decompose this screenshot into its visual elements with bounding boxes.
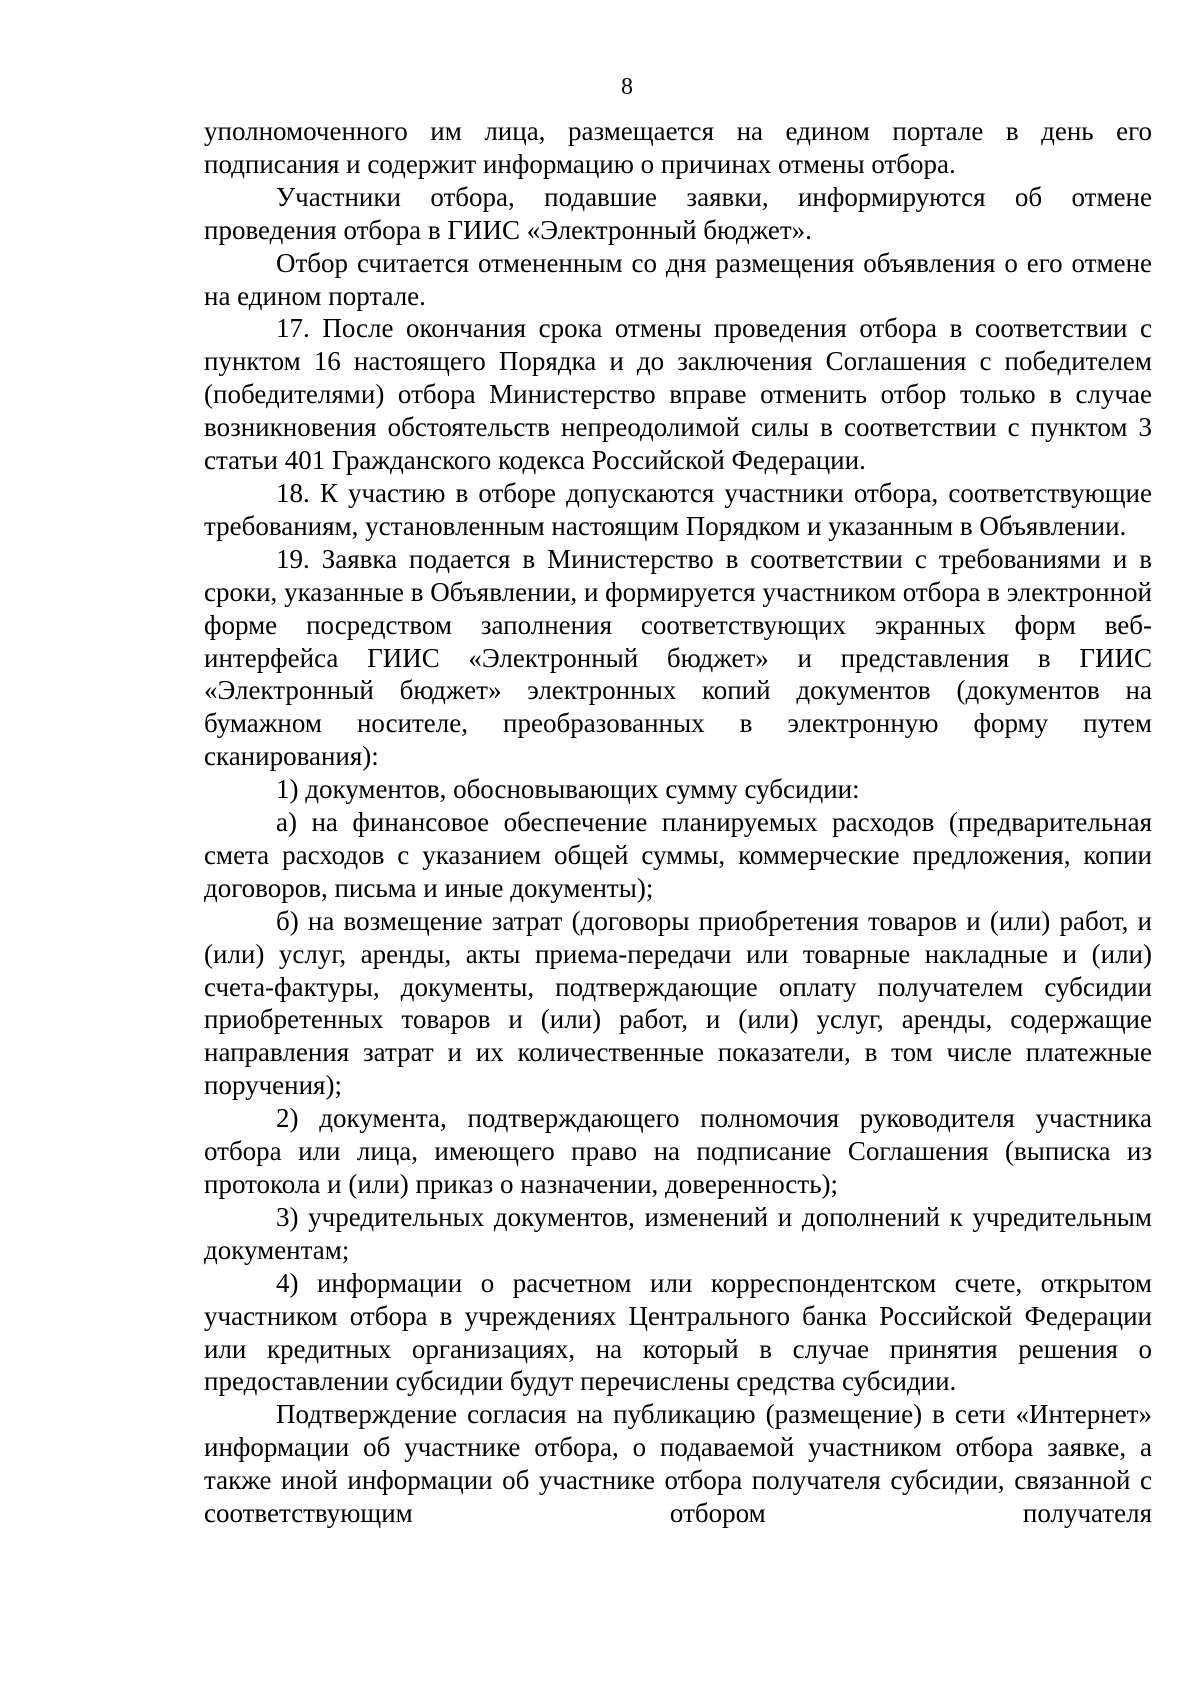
paragraph: Подтверждение согласия на публикацию (размещение) в сети «Интернет» информации об участнике отбора, о подаваемой участником отбора заявке, а также иной информации об участнике отбора получателя субсидии, связанной с соответствующим отбором получателя bbox=[204, 1399, 1152, 1529]
page-number: 8 bbox=[621, 74, 633, 100]
paragraph: а) на финансовое обеспечение планируемых расходов (предварительная смета расходов с указанием общей суммы, коммерческие предложения, копии договоров, письма и иные документы); bbox=[204, 807, 1152, 903]
paragraph: уполномоченного им лица, размещается на едином портале в день его подписания и содержит информацию о причинах отмены отбора. bbox=[204, 116, 1152, 179]
paragraph: Отбор считается отмененным со дня размещения объявления о его отмене на едином портале. bbox=[204, 247, 1152, 311]
paragraph: 2) документа, подтверждающего полномочия руководителя участника отбора или лица, имеющего право на подписание Соглашения (выписка из протокола и (или) приказ о назначении, доверенность); bbox=[204, 1103, 1152, 1199]
paragraph: 17. После окончания срока отмены проведения отбора в соответствии с пунктом 16 настоящего Порядка и до заключения Соглашения с победителем (победителями) отбора Министерство вправе отменить отбор только в случае возникновения обстоятельств непреодолимой силы в соответствии с пунктом 3 статьи 401 Гражданского кодекса Российской Федерации. bbox=[204, 313, 1152, 476]
paragraph: 19. Заявка подается в Министерство в соответствии с требованиями и в сроки, указанные в Объявлении, и формируется участником отбора в электронной форме посредством заполнения соответствующих экранных форм веб-интерфейса ГИИС «Электронный бюджет» и представления в ГИИС «Электронный бюджет» электронных копий документов (документов на бумажном носителе, преобразованных в электронную форму путем сканирования): bbox=[204, 543, 1152, 772]
document-body bbox=[204, 115, 1152, 1530]
paragraph: 4) информации о расчетном или корреспондентском счете, открытом участником отбора в учреждениях Центрального банка Российской Федерации или кредитных организациях, на который в случае принятия решения о предоставлении субсидии будут перечислены средства субсидии. bbox=[204, 1267, 1152, 1397]
paragraph: Участники отбора, подавшие заявки, информируются об отмене проведения отбора в ГИИС «Электронный бюджет». bbox=[204, 181, 1152, 245]
paragraph: 3) учредительных документов, изменений и дополнений к учредительным документам; bbox=[204, 1201, 1152, 1265]
paragraph: 1) документов, обосновывающих сумму субсидии: bbox=[276, 774, 860, 805]
paragraph: б) на возмещение затрат (договоры приобретения товаров и (или) работ, и (или) услуг, аренды, акты приема-передачи или товарные накладные и (или) счета-фактуры, документы, подтверждающие оплату получателем субсидии приобретенных товаров и (или) работ, и (или) услуг, аренды, содержащие направления затрат и их количественные показатели, в том числе платежные поручения); bbox=[204, 905, 1152, 1101]
paragraph: 18. К участию в отборе допускаются участники отбора, соответствующие требованиям, установленным настоящим Порядком и указанным в Объявлении. bbox=[204, 477, 1152, 541]
